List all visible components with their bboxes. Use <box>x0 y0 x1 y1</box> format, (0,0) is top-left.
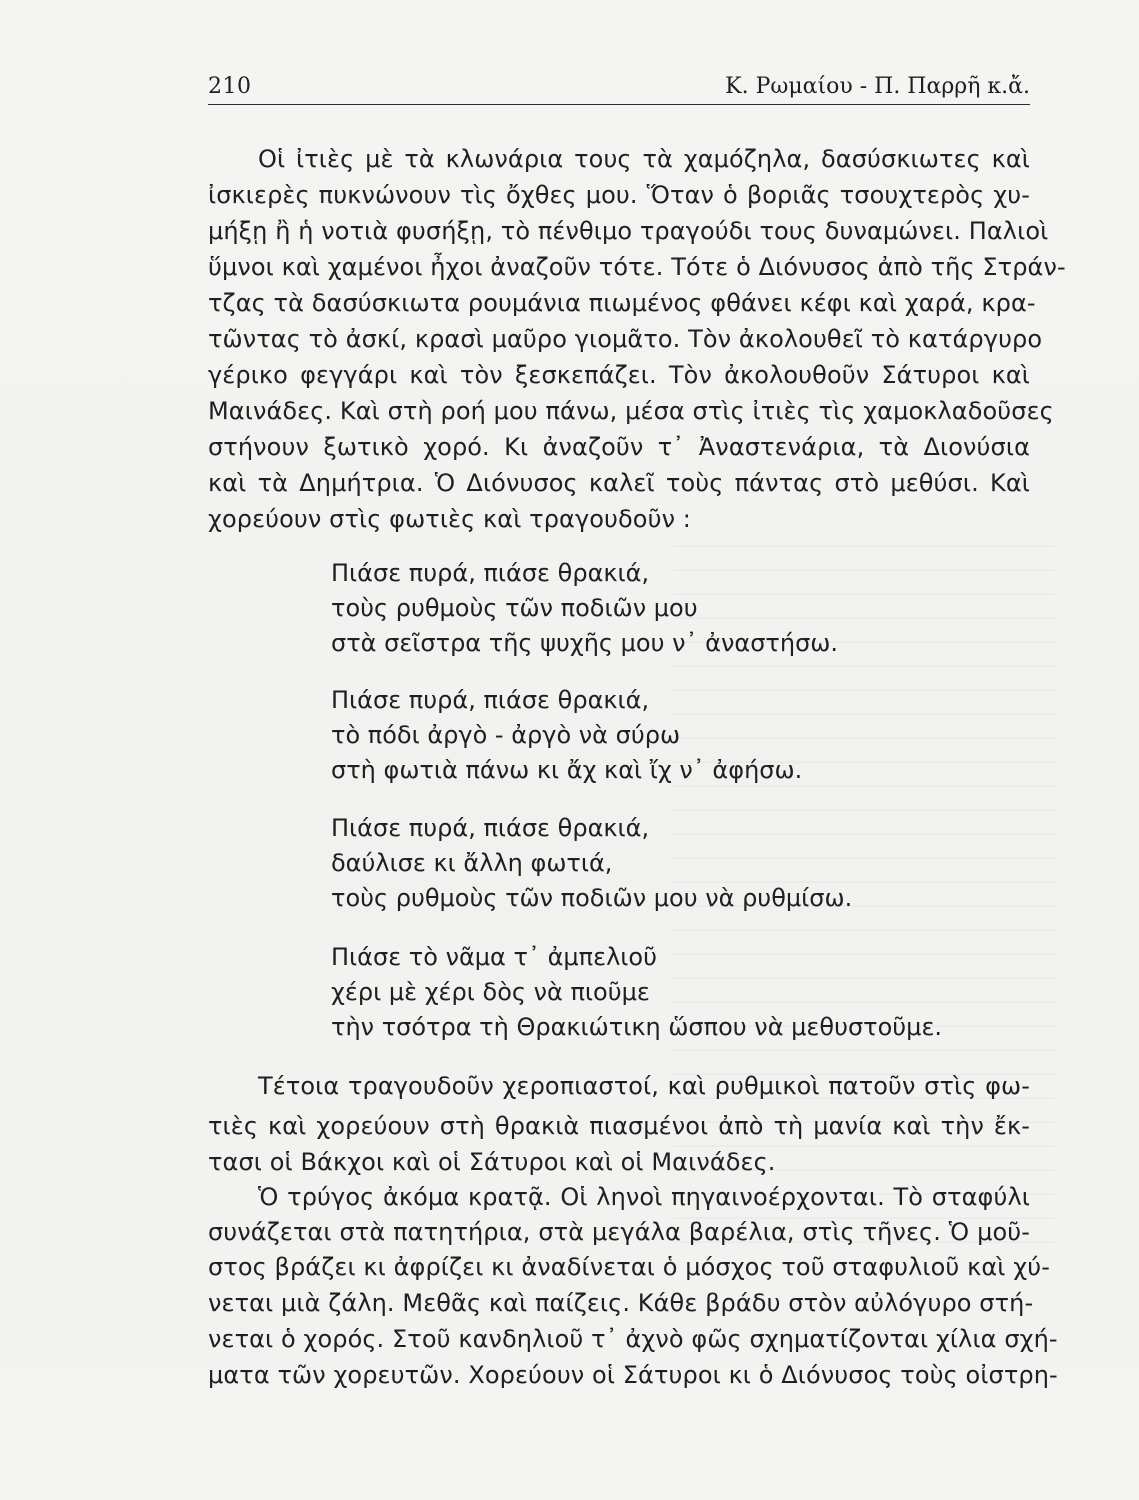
poem-line: στὴ φωτιὰ πάνω κι ἄχ καὶ ἴχ ν᾽ ἀφήσω. <box>331 756 803 784</box>
text-line: νεται ὁ χορός. Στοῦ κανδηλιοῦ τ᾽ ἀχνὸ φῶς σχηματίζονται χίλια σχή- <box>208 1325 1058 1353</box>
text-line: Ὁ τρύγος ἀκόμα κρατᾷ. Οἱ ληνοὶ πηγαινοέρχονται. Τὸ σταφύλι <box>258 1183 1030 1211</box>
text-line: τῶντας τὸ ἀσκί, κρασὶ μαῦρο γιομᾶτο. Τὸν ἀκολουθεῖ τὸ κατάργυρο <box>208 325 1043 353</box>
text-line: Οἱ ἰτιὲς μὲ τὰ κλωνάρια τους τὰ χαμόζηλα, δασύσκιωτες καὶ <box>258 145 1030 173</box>
text-line: ὕμνοι καὶ χαμένοι ἦχοι ἀναζοῦν τότε. Τότε ὁ Διόνυσος ἀπὸ τῆς Στράν- <box>208 253 1066 281</box>
page-number: 210 <box>208 74 252 99</box>
poem-line: τοὺς ρυθμοὺς τῶν ποδιῶν μου <box>331 594 698 622</box>
text-line: τζας τὰ δασύσκιωτα ρουμάνια πιωμένος φθάνει κέφι καὶ χαρά, κρα- <box>208 289 1036 317</box>
text-line: νεται μιὰ ζάλη. Μεθᾶς καὶ παίζεις. Κάθε βράδυ στὸν αὐλόγυρο στή- <box>208 1289 1034 1317</box>
poem-line: Πιάσε πυρά, πιάσε θρακιά, <box>331 814 650 842</box>
running-head: Κ. Ρωμαίου - Π. Παρρῆ κ.ἄ. <box>725 74 1030 99</box>
header-rule <box>208 104 1030 105</box>
poem-line: Πιάσε τὸ νᾶμα τ᾽ ἀμπελιοῦ <box>331 943 657 971</box>
text-line: τιὲς καὶ χορεύουν στὴ θρακιὰ πιασμένοι ἀπὸ τὴ μανία καὶ τὴν ἔκ- <box>208 1112 1030 1140</box>
text-line: μήξῃ ἢ ἡ νοτιὰ φυσήξῃ, τὸ πένθιμο τραγούδι τους δυναμώνει. Παλιοὶ <box>208 217 1049 245</box>
text-line: καὶ τὰ Δημήτρια. Ὁ Διόνυσος καλεῖ τοὺς πάντας στὸ μεθύσι. Καὶ <box>208 469 1030 497</box>
poem-line: δαύλισε κι ἄλλη φωτιά, <box>331 849 613 877</box>
text-line: ἰσκιερὲς πυκνώνουν τὶς ὄχθες μου. Ὅταν ὁ βοριᾶς τσουχτερὸς χυ- <box>208 181 1030 209</box>
poem-line: στὰ σεῖστρα τῆς ψυχῆς μου ν᾽ ἀναστήσω. <box>331 629 838 657</box>
poem-line: τὴν τσότρα τὴ Θρακιώτικη ὥσπου νὰ μεθυστοῦμε. <box>331 1013 943 1041</box>
text-line: τασι οἱ Βάκχοι καὶ οἱ Σάτυροι καὶ οἱ Μαινάδες. <box>208 1148 776 1176</box>
text-line: συνάζεται στὰ πατητήρια, στὰ μεγάλα βαρέλια, στὶς τῆνες. Ὁ μοῦ- <box>208 1218 1030 1246</box>
poem-line: Πιάσε πυρά, πιάσε θρακιά, <box>331 686 650 714</box>
text-line: Μαινάδες. Καὶ στὴ ροή μου πάνω, μέσα στὶς ἰτιὲς τὶς χαμοκλαδοῦσες <box>208 397 1054 425</box>
poem-line: τὸ πόδι ἀργὸ - ἀργὸ νὰ σύρω <box>331 721 681 749</box>
poem-line: χέρι μὲ χέρι δὸς νὰ πιοῦμε <box>331 978 650 1006</box>
text-line: στος βράζει κι ἀφρίζει κι ἀναδίνεται ὁ μόσχος τοῦ σταφυλιοῦ καὶ χύ- <box>208 1253 1050 1281</box>
text-line: στήνουν ξωτικὸ χορό. Κι ἀναζοῦν τ᾽ Ἀναστενάρια, τὰ Διονύσια <box>208 433 1030 461</box>
text-line: ματα τῶν χορευτῶν. Χορεύουν οἱ Σάτυροι κι ὁ Διόνυσος τοὺς οἰστρη- <box>208 1361 1058 1389</box>
text-line: χορεύουν στὶς φωτιὲς καὶ τραγουδοῦν : <box>208 505 691 533</box>
page-header <box>208 76 1030 104</box>
poem-line: τοὺς ρυθμοὺς τῶν ποδιῶν μου νὰ ρυθμίσω. <box>331 884 853 912</box>
text-line: Τέτοια τραγουδοῦν χεροπιαστοί, καὶ ρυθμικοὶ πατοῦν στὶς φω- <box>258 1072 1030 1100</box>
text-line: γέρικο φεγγάρι καὶ τὸν ξεσκεπάζει. Τὸν ἀκολουθοῦν Σάτυροι καὶ <box>208 361 1030 389</box>
poem-line: Πιάσε πυρά, πιάσε θρακιά, <box>331 559 650 587</box>
